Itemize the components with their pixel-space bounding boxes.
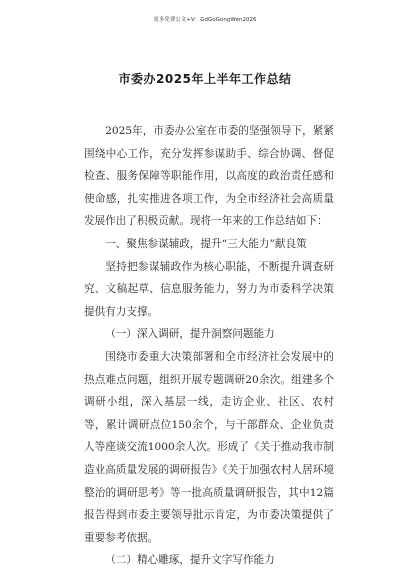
- header-note: 更多免费公文+V：GdGoGongWen2026: [153, 17, 257, 23]
- body-paragraph: 坚持把参谋辅政作为核心职能，不断提升调查研究、文稿起草、信息服务能力，努力为市委科学决策提供有力支撑。: [84, 260, 334, 318]
- subsection-heading: （二）精心雕琢，提升文字写作能力: [105, 554, 275, 567]
- subsection-heading: （一）深入调研，提升洞察问题能力: [105, 328, 275, 341]
- body-paragraph: 围绕市委重大决策部署和全市经济社会发展中的热点难点问题，组织开展专题调研20余次。组建多个调研小组，深入基层一线，走访企业、社区、农村等，累计调研点位150余个，与干部群众、企业负责人等座谈交流1000余人次。形成了《关于推动我市制造业高质量发展的调研报告》《关于加强农村人居环境整治的调研思考》等一批高质量调研报告，其中12篇报告得到市委主要领导批示肯定，为市委决策提供了重要参考依据。: [84, 350, 334, 544]
- intro-paragraph: 2025年，市委办公室在市委的坚强领导下，紧紧围绕中心工作，充分发挥参谋助手、综合协调、督促检查、服务保障等职能作用，以高度的政治责任感和使命感，扎实推进各项工作，为全市经济社会高质量发展作出了积极贡献。现将一年来的工作总结如下：: [84, 125, 334, 228]
- section-heading: 一、聚焦参谋辅政，提升“三大能力”献良策: [105, 237, 307, 250]
- document-title: 市委办2025年上半年工作总结: [118, 72, 292, 86]
- document-body: [84, 120, 334, 572]
